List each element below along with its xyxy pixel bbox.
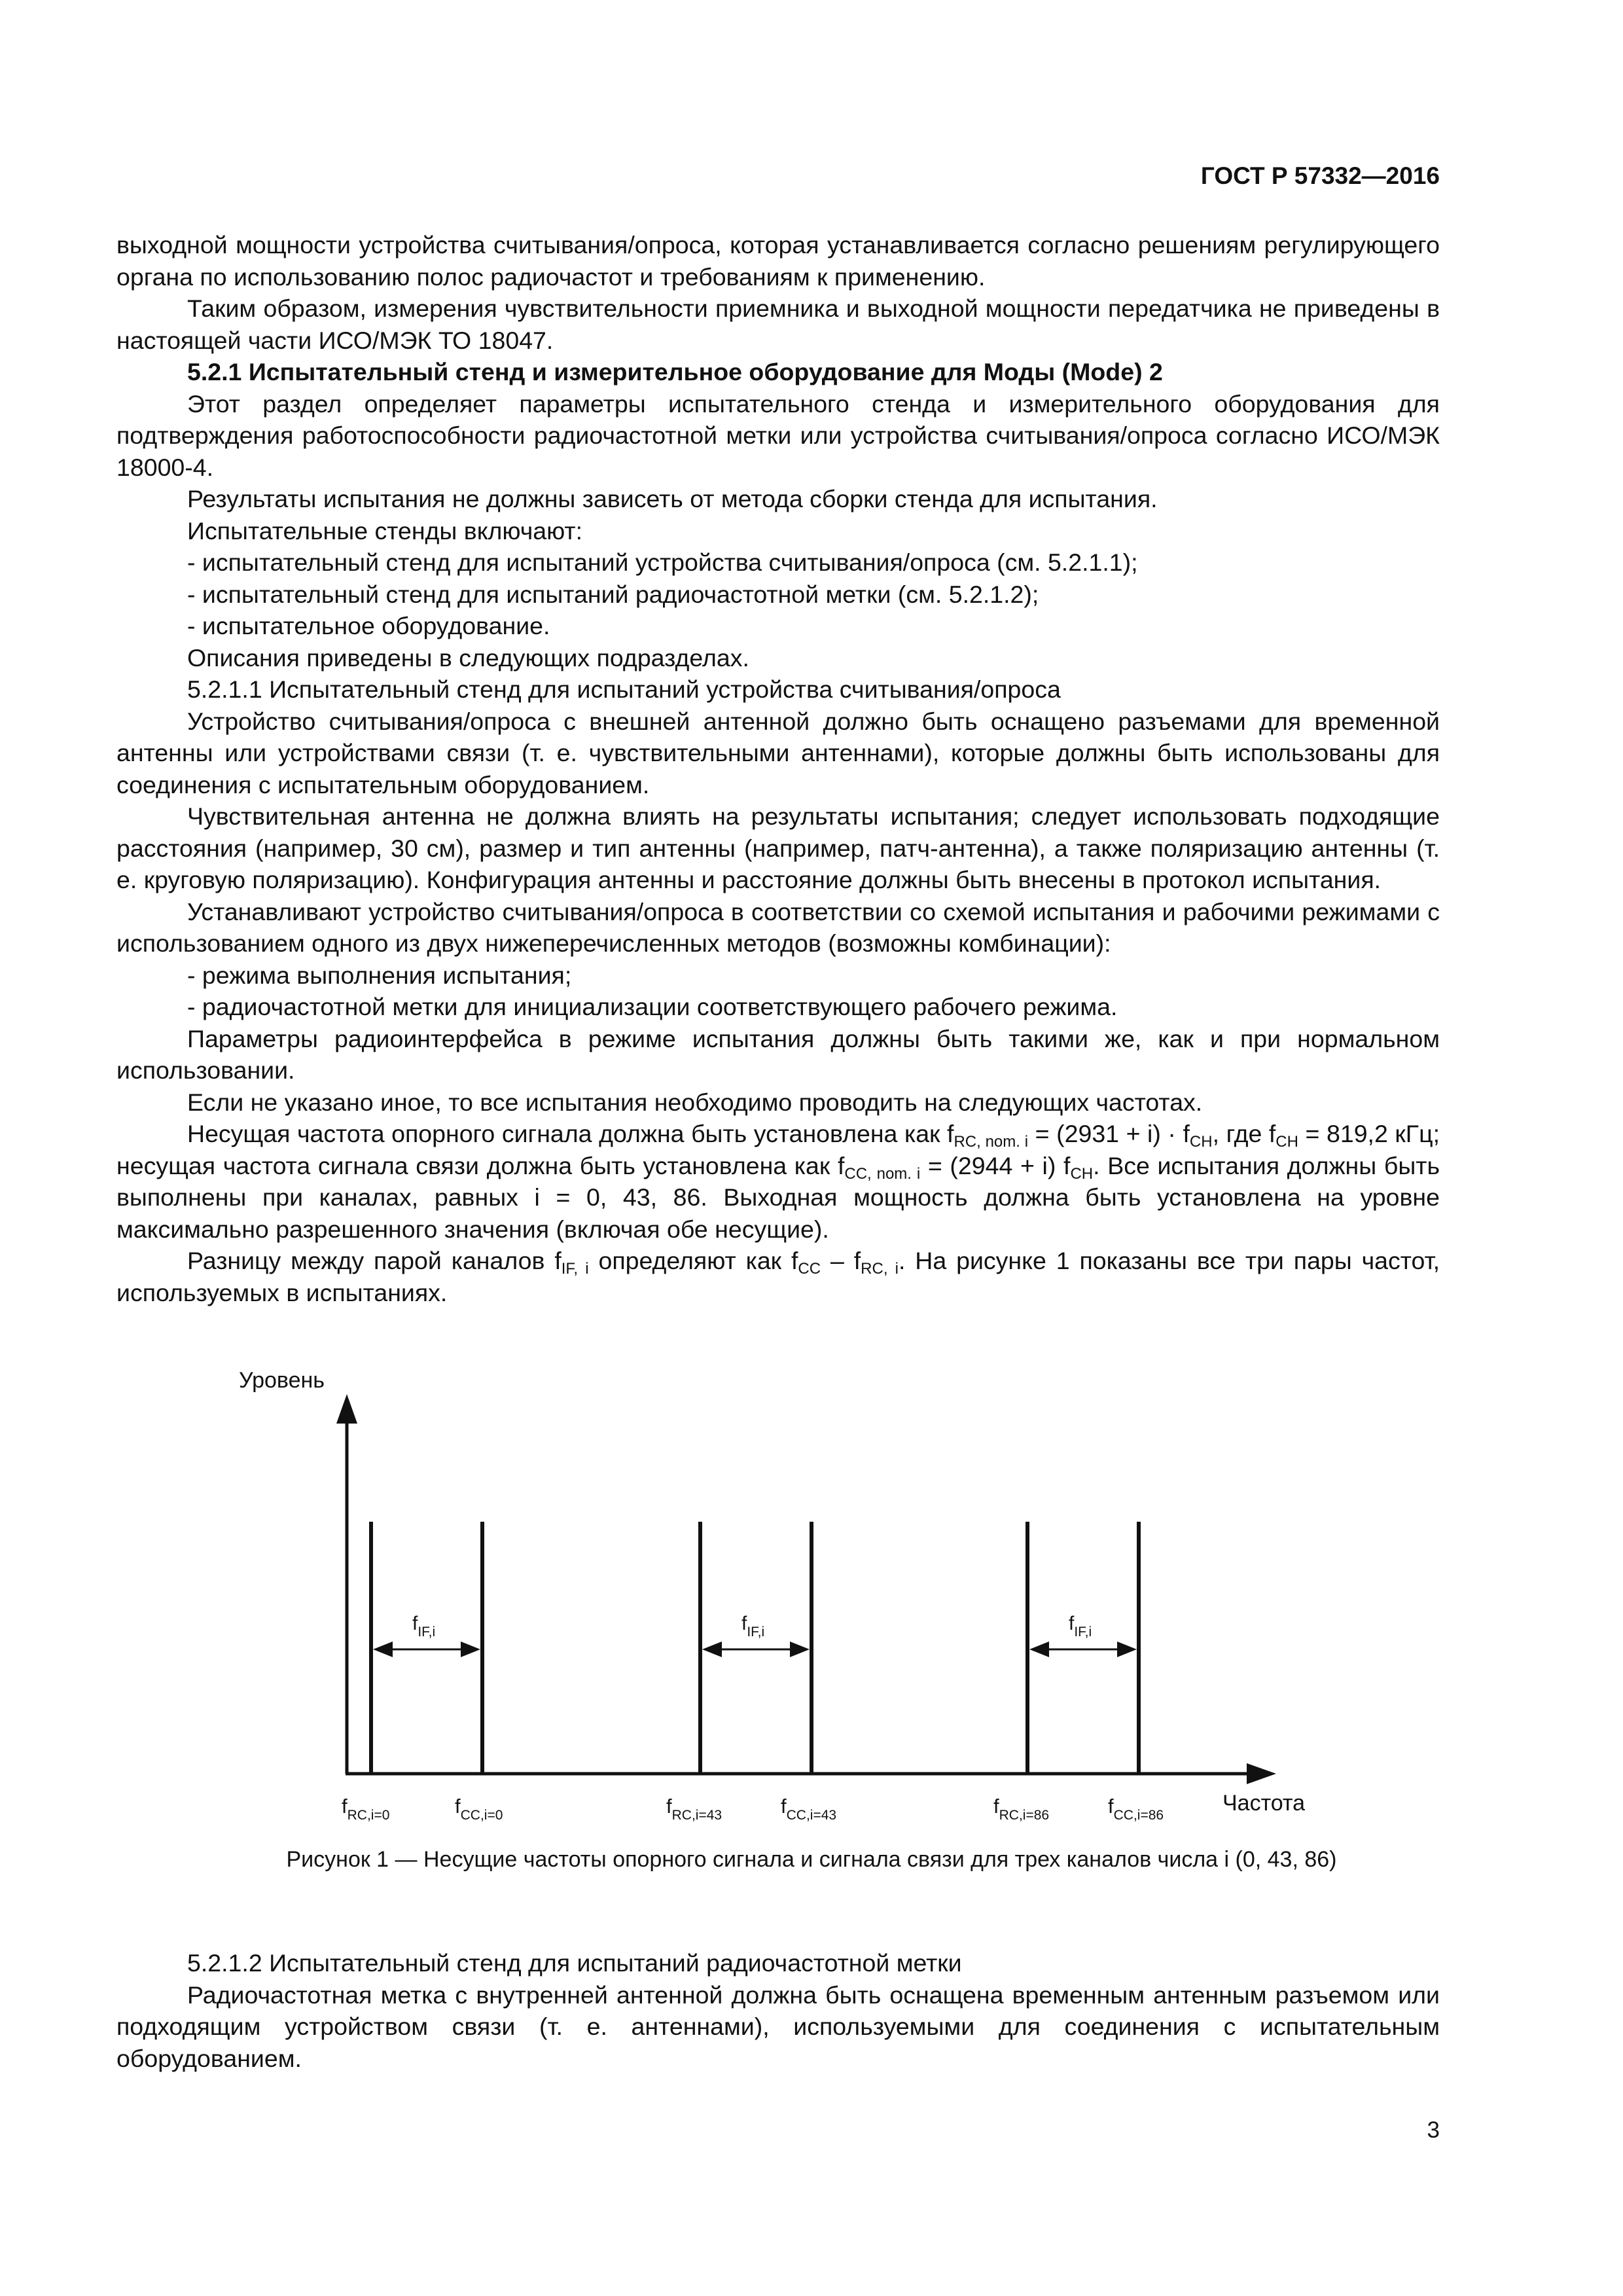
rc-frequency-label: $f_{RC,i=86}$ xyxy=(993,1795,1050,1823)
paragraph: Устанавливают устройство считывания/опроса в соответствии со схемой испытания и рабочими режимами с использованием одного из двух нижеперечисленных методов (возможны комбинации): xyxy=(116,897,1440,957)
x-axis-label: Частота xyxy=(1222,1791,1306,1816)
list-item: - режима выполнения испытания; xyxy=(187,961,572,989)
rc-frequency-label: $f_{RC,i=0}$ xyxy=(342,1795,390,1823)
paragraph: Описания приведены в следующих подразделах. xyxy=(187,643,749,672)
paragraph-channel-difference: Разницу между парой каналов $f_{IF, i}$ определяют как $f_{CC} - f_{RC, i}$. На рисунке 1 показаны все три пары частот, используемых в испытаниях. xyxy=(116,1247,1440,1306)
y-axis-label: Уровень xyxy=(239,1368,325,1393)
paragraph: Таким образом, измерения чувствительности приемника и выходной мощности передатчика не приведены в настоящей части ИСО/МЭК ТО 18047. xyxy=(116,295,1440,354)
arrowhead-right-icon xyxy=(1117,1641,1137,1657)
paragraph: Устройство считывания/опроса с внешней антенной должно быть оснащено разъемами для временной антенны или устройствами связи (т. е. чувствительными антеннами), которые должны быть использованы для соединения с испытательным оборудованием. xyxy=(116,707,1440,798)
section-heading-5-2-1: 5.2.1 Испытательный стенд и измерительное оборудование для Моды (Mode) 2 xyxy=(187,358,1163,386)
paragraph: выходной мощности устройства считывания/опроса, которая устанавливается согласно решениям регулирующего органа по использованию полос радиочастот и требованиям к применению. xyxy=(116,231,1440,291)
channel-pair-i86 xyxy=(993,1522,1164,1823)
y-axis-arrow-icon xyxy=(336,1394,357,1424)
section-heading-5-2-1-2: 5.2.1.2 Испытательный стенд для испытаний радиочастотной метки xyxy=(187,1949,962,1977)
gap-label: $f_{IF,i}$ xyxy=(741,1613,765,1640)
cc-frequency-label: $f_{CC,i=0}$ xyxy=(455,1795,503,1823)
page-number: 3 xyxy=(1427,2117,1440,2143)
arrowhead-right-icon xyxy=(461,1641,480,1657)
list-item: - радиочастотной метки для инициализации соответствующего рабочего режима. xyxy=(187,993,1118,1020)
gap-label: $f_{IF,i}$ xyxy=(1069,1613,1092,1640)
x-axis-arrow-icon xyxy=(1247,1763,1276,1784)
section-heading-5-2-1-1: 5.2.1.1 Испытательный стенд для испытаний устройства считывания/опроса xyxy=(187,675,1061,703)
cc-frequency-label: $f_{CC,i=43}$ xyxy=(781,1795,837,1823)
paragraph-carrier-frequencies: Несущая частота опорного сигнала должна быть установлена как $f_{RC, nom. i} = (2931 + i) \cdot f_{CH}$, где $f_{CH} = 819,2$ кГц; несущая частота сигнала связи должна быть установлена как $f_{CC, nom. i} = (2944 + i)$ $f_{CH}$. Все испытания должны быть выполнены при каналах, равных i = 0, 43, 86. Выходная мощность должна быть установлена на уровне максимально разрешенного значения (включая обе несущие). xyxy=(116,1120,1440,1243)
paragraph: Чувствительная антенна не должна влиять на результаты испытания; следует использовать подходящие расстояния (например, 30 см), размер и тип антенны (например, патч-антенна), а также поляризацию антенны (т. е. круговую поляризацию). Конфигурация антенны и расстояние должны быть внесены в протокол испытания. xyxy=(116,802,1440,893)
list-item: - испытательный стенд для испытаний устройства считывания/опроса (см. 5.2.1.1); xyxy=(187,548,1138,576)
frequency-diagram xyxy=(0,1348,1623,1872)
paragraph: Если не указано иное, то все испытания необходимо проводить на следующих частотах. xyxy=(187,1088,1203,1116)
document-body xyxy=(116,229,1440,1308)
arrowhead-left-icon xyxy=(373,1641,393,1657)
paragraph: Параметры радиоинтерфейса в режиме испытания должны быть такими же, как и при нормальном использовании. xyxy=(116,1024,1440,1084)
gap-label: $f_{IF,i}$ xyxy=(412,1613,436,1640)
paragraph: Радиочастотная метка с внутренней антенной должна быть оснащена временным антенным разъемом или подходящим устройством связи (т. е. антеннами), используемыми для соединения с испытательным оборудованием. xyxy=(116,1981,1440,2072)
rc-frequency-label: $f_{RC,i=43}$ xyxy=(666,1795,722,1823)
paragraph: Результаты испытания не должны зависеть от метода сборки стенда для испытания. xyxy=(187,485,1158,512)
arrowhead-right-icon xyxy=(790,1641,810,1657)
figure-1 xyxy=(0,1348,1623,1872)
arrowhead-left-icon xyxy=(1029,1641,1049,1657)
channel-pair-i0 xyxy=(342,1522,503,1823)
paragraph: Этот раздел определяет параметры испытательного стенда и измерительного оборудования для подтверждения работоспособности радиочастотной метки или устройства считывания/опроса согласно ИСО/МЭК 18000-4. xyxy=(116,389,1440,481)
list-item: - испытательное оборудование. xyxy=(187,612,550,639)
arrowhead-left-icon xyxy=(702,1641,722,1657)
figure-caption: Рисунок 1 — Несущие частоты опорного сигнала и сигнала связи для трех каналов числа i (0, 43, 86) xyxy=(286,1847,1337,1872)
document-body-continued xyxy=(116,1947,1440,2074)
paragraph: Испытательные стенды включают: xyxy=(187,516,583,545)
list-item: - испытательный стенд для испытаний радиочастотной метки (см. 5.2.1.2); xyxy=(187,580,1039,608)
channel-pair-i43 xyxy=(666,1522,836,1823)
cc-frequency-label: $f_{CC,i=86}$ xyxy=(1108,1795,1164,1823)
document-header: ГОСТ Р 57332—2016 xyxy=(1200,162,1440,189)
